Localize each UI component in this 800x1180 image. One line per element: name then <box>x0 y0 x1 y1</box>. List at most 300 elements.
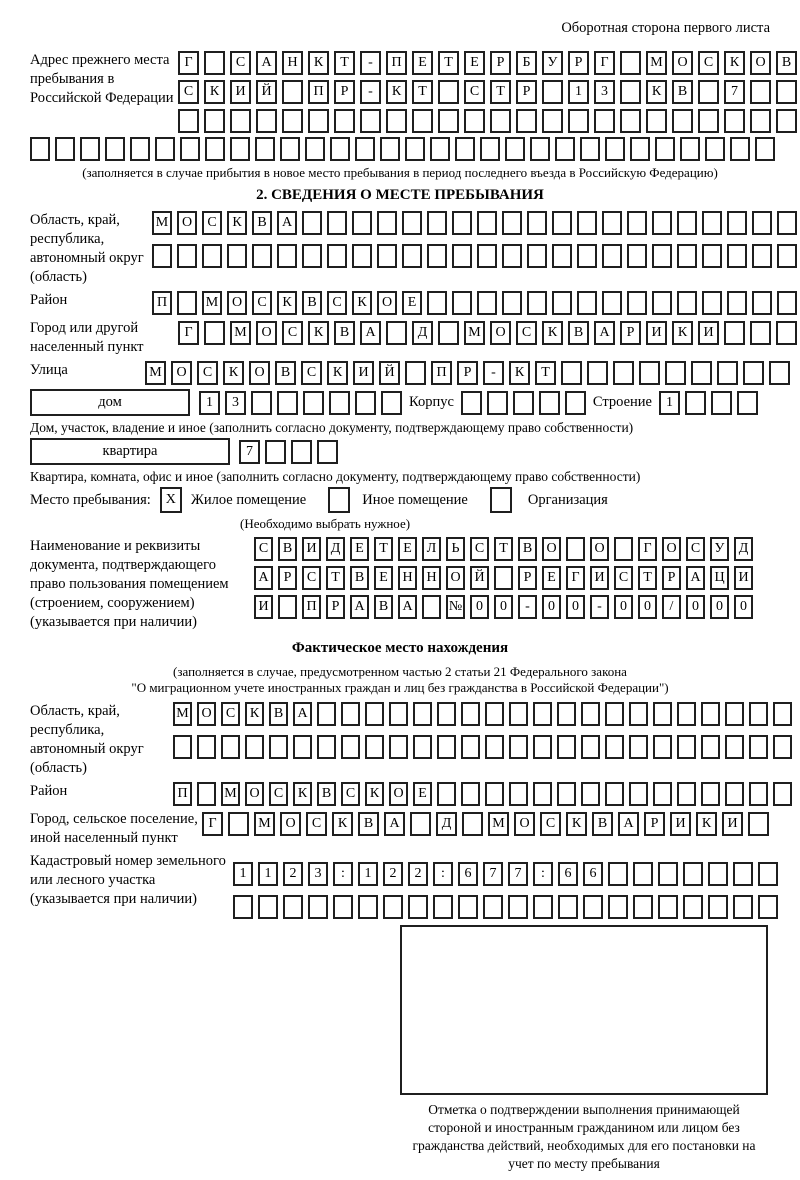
char-cell[interactable] <box>776 321 797 345</box>
char-cell[interactable] <box>55 137 75 161</box>
char-cell[interactable]: 0 <box>686 595 705 619</box>
char-cell[interactable]: Т <box>438 51 459 75</box>
char-cell[interactable]: С <box>252 291 272 315</box>
char-cell[interactable] <box>627 244 647 268</box>
char-cell[interactable] <box>620 51 641 75</box>
char-cell[interactable] <box>277 391 298 415</box>
char-cell[interactable] <box>577 291 597 315</box>
char-cell[interactable]: В <box>334 321 355 345</box>
char-cell[interactable] <box>487 391 508 415</box>
char-cell[interactable]: В <box>269 702 288 726</box>
char-cell[interactable] <box>308 895 328 919</box>
char-cell[interactable]: К <box>696 812 717 836</box>
char-cell[interactable]: С <box>698 51 719 75</box>
char-cell[interactable]: Б <box>516 51 537 75</box>
char-cell[interactable] <box>602 291 622 315</box>
char-cell[interactable]: В <box>374 595 393 619</box>
char-cell[interactable] <box>708 862 728 886</box>
char-cell[interactable] <box>691 361 712 385</box>
char-cell[interactable] <box>461 735 480 759</box>
char-cell[interactable]: С <box>341 782 360 806</box>
char-cell[interactable] <box>752 244 772 268</box>
char-cell[interactable]: Р <box>662 566 681 590</box>
char-cell[interactable] <box>173 735 192 759</box>
char-cell[interactable] <box>558 895 578 919</box>
char-cell[interactable]: Д <box>734 537 753 561</box>
char-cell[interactable]: П <box>308 80 329 104</box>
char-cell[interactable]: С <box>202 211 222 235</box>
char-cell[interactable] <box>278 595 297 619</box>
char-cell[interactable]: А <box>686 566 705 590</box>
char-cell[interactable] <box>381 391 402 415</box>
char-cell[interactable] <box>305 137 325 161</box>
char-cell[interactable] <box>602 244 622 268</box>
char-cell[interactable] <box>508 895 528 919</box>
char-cell[interactable]: О <box>256 321 277 345</box>
char-cell[interactable] <box>438 80 459 104</box>
char-cell[interactable]: С <box>614 566 633 590</box>
char-cell[interactable] <box>629 702 648 726</box>
char-cell[interactable]: К <box>332 812 353 836</box>
char-cell[interactable]: С <box>269 782 288 806</box>
char-cell[interactable] <box>251 391 272 415</box>
char-cell[interactable]: И <box>734 566 753 590</box>
char-cell[interactable] <box>408 895 428 919</box>
char-cell[interactable] <box>677 735 696 759</box>
char-cell[interactable] <box>509 702 528 726</box>
char-cell[interactable]: О <box>750 51 771 75</box>
char-cell[interactable] <box>555 137 575 161</box>
char-cell[interactable]: А <box>293 702 312 726</box>
char-cell[interactable] <box>410 812 431 836</box>
char-cell[interactable]: В <box>518 537 537 561</box>
doc-row-1[interactable] <box>254 537 753 561</box>
char-cell[interactable] <box>303 391 324 415</box>
char-cell[interactable]: К <box>227 211 247 235</box>
char-cell[interactable]: Л <box>422 537 441 561</box>
char-cell[interactable] <box>629 735 648 759</box>
doc-row-3[interactable] <box>254 595 753 619</box>
char-cell[interactable]: О <box>227 291 247 315</box>
char-cell[interactable]: Т <box>494 537 513 561</box>
char-cell[interactable] <box>743 361 764 385</box>
char-cell[interactable] <box>352 211 372 235</box>
char-cell[interactable] <box>230 109 251 133</box>
char-cell[interactable]: Д <box>326 537 345 561</box>
char-cell[interactable]: 0 <box>542 595 561 619</box>
char-cell[interactable]: У <box>542 51 563 75</box>
char-cell[interactable] <box>620 109 641 133</box>
char-cell[interactable]: А <box>350 595 369 619</box>
char-cell[interactable]: Р <box>620 321 641 345</box>
char-cell[interactable] <box>386 321 407 345</box>
char-cell[interactable] <box>402 244 422 268</box>
char-cell[interactable] <box>389 702 408 726</box>
char-cell[interactable] <box>652 291 672 315</box>
char-cell[interactable] <box>533 895 553 919</box>
char-cell[interactable] <box>317 735 336 759</box>
char-cell[interactable]: 0 <box>710 595 729 619</box>
char-cell[interactable]: В <box>275 361 296 385</box>
fact-oblast-row-1[interactable] <box>173 702 792 726</box>
char-cell[interactable] <box>702 291 722 315</box>
char-cell[interactable]: № <box>446 595 465 619</box>
char-cell[interactable] <box>205 137 225 161</box>
char-cell[interactable]: 1 <box>358 862 378 886</box>
char-cell[interactable] <box>516 109 537 133</box>
char-cell[interactable]: С <box>327 291 347 315</box>
char-cell[interactable] <box>477 211 497 235</box>
char-cell[interactable]: Е <box>398 537 417 561</box>
char-cell[interactable] <box>452 244 472 268</box>
char-cell[interactable] <box>256 109 277 133</box>
char-cell[interactable] <box>437 702 456 726</box>
char-cell[interactable] <box>452 211 472 235</box>
char-cell[interactable] <box>701 782 720 806</box>
char-cell[interactable]: И <box>254 595 273 619</box>
char-cell[interactable]: 0 <box>638 595 657 619</box>
char-cell[interactable] <box>602 211 622 235</box>
char-cell[interactable] <box>204 321 225 345</box>
char-cell[interactable]: О <box>490 321 511 345</box>
char-cell[interactable] <box>557 702 576 726</box>
char-cell[interactable] <box>733 895 753 919</box>
char-cell[interactable]: И <box>698 321 719 345</box>
char-cell[interactable]: О <box>177 211 197 235</box>
char-cell[interactable] <box>777 211 797 235</box>
char-cell[interactable] <box>581 735 600 759</box>
char-cell[interactable] <box>233 895 253 919</box>
char-cell[interactable] <box>605 702 624 726</box>
char-cell[interactable] <box>773 735 792 759</box>
char-cell[interactable] <box>776 109 797 133</box>
char-cell[interactable] <box>477 244 497 268</box>
char-cell[interactable] <box>725 735 744 759</box>
char-cell[interactable] <box>750 109 771 133</box>
char-cell[interactable] <box>683 862 703 886</box>
prev-address-row-1[interactable] <box>178 51 797 75</box>
char-cell[interactable] <box>341 702 360 726</box>
char-cell[interactable] <box>509 735 528 759</box>
char-cell[interactable] <box>333 895 353 919</box>
char-cell[interactable] <box>483 895 503 919</box>
char-cell[interactable] <box>283 895 303 919</box>
char-cell[interactable] <box>533 702 552 726</box>
char-cell[interactable]: Г <box>178 51 199 75</box>
char-cell[interactable]: В <box>350 566 369 590</box>
char-cell[interactable]: 7 <box>239 440 260 464</box>
char-cell[interactable]: Е <box>413 782 432 806</box>
char-cell[interactable] <box>30 137 50 161</box>
char-cell[interactable]: Г <box>178 321 199 345</box>
char-cell[interactable] <box>769 361 790 385</box>
char-cell[interactable] <box>461 782 480 806</box>
char-cell[interactable] <box>269 735 288 759</box>
char-cell[interactable]: : <box>333 862 353 886</box>
s2-raion-row[interactable] <box>152 291 797 315</box>
char-cell[interactable]: Е <box>402 291 422 315</box>
char-cell[interactable] <box>629 782 648 806</box>
char-cell[interactable] <box>581 702 600 726</box>
char-cell[interactable] <box>665 361 686 385</box>
char-cell[interactable] <box>255 137 275 161</box>
char-cell[interactable] <box>377 244 397 268</box>
char-cell[interactable]: 0 <box>734 595 753 619</box>
char-cell[interactable] <box>727 291 747 315</box>
char-cell[interactable]: К <box>204 80 225 104</box>
char-cell[interactable] <box>653 702 672 726</box>
char-cell[interactable]: Р <box>518 566 537 590</box>
char-cell[interactable]: К <box>308 321 329 345</box>
char-cell[interactable]: Н <box>422 566 441 590</box>
char-cell[interactable] <box>438 321 459 345</box>
char-cell[interactable]: М <box>221 782 240 806</box>
char-cell[interactable] <box>698 109 719 133</box>
char-cell[interactable]: Р <box>457 361 478 385</box>
s2-oblast-row-1[interactable] <box>152 211 797 235</box>
char-cell[interactable] <box>355 137 375 161</box>
char-cell[interactable]: И <box>646 321 667 345</box>
char-cell[interactable]: 1 <box>199 391 220 415</box>
char-cell[interactable] <box>422 595 441 619</box>
char-cell[interactable] <box>565 391 586 415</box>
char-cell[interactable]: М <box>173 702 192 726</box>
char-cell[interactable] <box>552 291 572 315</box>
char-cell[interactable]: 1 <box>659 391 680 415</box>
char-cell[interactable]: П <box>302 595 321 619</box>
char-cell[interactable] <box>620 80 641 104</box>
char-cell[interactable] <box>652 244 672 268</box>
char-cell[interactable] <box>230 137 250 161</box>
char-cell[interactable] <box>413 735 432 759</box>
char-cell[interactable] <box>177 291 197 315</box>
char-cell[interactable] <box>725 782 744 806</box>
char-cell[interactable] <box>717 361 738 385</box>
char-cell[interactable] <box>724 321 745 345</box>
char-cell[interactable] <box>427 244 447 268</box>
char-cell[interactable] <box>386 109 407 133</box>
char-cell[interactable]: - <box>518 595 537 619</box>
char-cell[interactable] <box>683 895 703 919</box>
char-cell[interactable] <box>427 291 447 315</box>
char-cell[interactable]: Й <box>470 566 489 590</box>
char-cell[interactable]: С <box>178 80 199 104</box>
char-cell[interactable]: С <box>516 321 537 345</box>
char-cell[interactable]: С <box>464 80 485 104</box>
char-cell[interactable] <box>389 735 408 759</box>
char-cell[interactable]: С <box>306 812 327 836</box>
char-cell[interactable] <box>155 137 175 161</box>
char-cell[interactable]: С <box>221 702 240 726</box>
char-cell[interactable] <box>480 137 500 161</box>
char-cell[interactable] <box>502 211 522 235</box>
char-cell[interactable] <box>685 391 706 415</box>
char-cell[interactable]: Е <box>412 51 433 75</box>
char-cell[interactable] <box>730 137 750 161</box>
char-cell[interactable]: С <box>254 537 273 561</box>
char-cell[interactable] <box>677 291 697 315</box>
char-cell[interactable] <box>383 895 403 919</box>
char-cell[interactable] <box>627 211 647 235</box>
char-cell[interactable] <box>204 51 225 75</box>
char-cell[interactable]: К <box>672 321 693 345</box>
char-cell[interactable] <box>130 137 150 161</box>
char-cell[interactable]: - <box>590 595 609 619</box>
char-cell[interactable]: Т <box>326 566 345 590</box>
kvartira-cells[interactable] <box>239 440 338 464</box>
char-cell[interactable] <box>583 895 603 919</box>
char-cell[interactable]: К <box>327 361 348 385</box>
char-cell[interactable] <box>413 702 432 726</box>
char-cell[interactable]: О <box>389 782 408 806</box>
char-cell[interactable]: И <box>302 537 321 561</box>
char-cell[interactable]: О <box>245 782 264 806</box>
char-cell[interactable] <box>178 109 199 133</box>
char-cell[interactable] <box>265 440 286 464</box>
char-cell[interactable]: М <box>464 321 485 345</box>
char-cell[interactable] <box>509 782 528 806</box>
char-cell[interactable] <box>773 782 792 806</box>
char-cell[interactable] <box>308 109 329 133</box>
char-cell[interactable]: О <box>672 51 693 75</box>
char-cell[interactable] <box>461 702 480 726</box>
char-cell[interactable] <box>177 244 197 268</box>
char-cell[interactable] <box>655 137 675 161</box>
char-cell[interactable] <box>302 211 322 235</box>
char-cell[interactable] <box>776 80 797 104</box>
char-cell[interactable]: Н <box>282 51 303 75</box>
char-cell[interactable]: К <box>308 51 329 75</box>
doc-row-2[interactable] <box>254 566 753 590</box>
char-cell[interactable]: 3 <box>225 391 246 415</box>
kadastr-row-2[interactable] <box>233 895 778 919</box>
char-cell[interactable] <box>490 109 511 133</box>
char-cell[interactable]: Р <box>326 595 345 619</box>
char-cell[interactable] <box>327 211 347 235</box>
char-cell[interactable] <box>502 244 522 268</box>
char-cell[interactable]: Д <box>436 812 457 836</box>
char-cell[interactable] <box>594 109 615 133</box>
char-cell[interactable]: Г <box>638 537 657 561</box>
char-cell[interactable]: В <box>672 80 693 104</box>
char-cell[interactable]: А <box>594 321 615 345</box>
char-cell[interactable]: 6 <box>558 862 578 886</box>
char-cell[interactable] <box>580 137 600 161</box>
char-cell[interactable] <box>485 702 504 726</box>
char-cell[interactable]: Е <box>374 566 393 590</box>
char-cell[interactable]: Т <box>374 537 393 561</box>
char-cell[interactable]: А <box>398 595 417 619</box>
char-cell[interactable] <box>360 109 381 133</box>
char-cell[interactable]: 0 <box>494 595 513 619</box>
char-cell[interactable]: О <box>249 361 270 385</box>
char-cell[interactable]: С <box>540 812 561 836</box>
checkbox-organizatsiya[interactable] <box>490 487 512 513</box>
char-cell[interactable] <box>605 137 625 161</box>
char-cell[interactable]: И <box>353 361 374 385</box>
char-cell[interactable] <box>329 391 350 415</box>
char-cell[interactable]: П <box>173 782 192 806</box>
char-cell[interactable] <box>317 702 336 726</box>
char-cell[interactable] <box>358 895 378 919</box>
char-cell[interactable] <box>577 244 597 268</box>
char-cell[interactable]: Т <box>334 51 355 75</box>
char-cell[interactable] <box>605 735 624 759</box>
char-cell[interactable] <box>748 812 769 836</box>
char-cell[interactable] <box>505 137 525 161</box>
char-cell[interactable] <box>653 735 672 759</box>
char-cell[interactable]: В <box>278 537 297 561</box>
char-cell[interactable]: В <box>358 812 379 836</box>
char-cell[interactable] <box>777 291 797 315</box>
char-cell[interactable]: С <box>686 537 705 561</box>
char-cell[interactable]: - <box>360 51 381 75</box>
char-cell[interactable] <box>327 244 347 268</box>
char-cell[interactable] <box>291 440 312 464</box>
char-cell[interactable]: Р <box>516 80 537 104</box>
char-cell[interactable] <box>402 211 422 235</box>
char-cell[interactable] <box>204 109 225 133</box>
char-cell[interactable] <box>653 782 672 806</box>
char-cell[interactable] <box>752 291 772 315</box>
char-cell[interactable] <box>202 244 222 268</box>
char-cell[interactable] <box>461 391 482 415</box>
char-cell[interactable] <box>698 80 719 104</box>
char-cell[interactable] <box>527 244 547 268</box>
prev-address-row-2[interactable] <box>178 80 797 104</box>
char-cell[interactable]: К <box>542 321 563 345</box>
fact-oblast-row-2[interactable] <box>173 735 792 759</box>
char-cell[interactable] <box>749 702 768 726</box>
char-cell[interactable] <box>252 244 272 268</box>
char-cell[interactable] <box>197 782 216 806</box>
char-cell[interactable]: Д <box>412 321 433 345</box>
char-cell[interactable]: : <box>533 862 553 886</box>
char-cell[interactable]: М <box>230 321 251 345</box>
char-cell[interactable]: В <box>568 321 589 345</box>
char-cell[interactable] <box>727 211 747 235</box>
char-cell[interactable]: 0 <box>614 595 633 619</box>
char-cell[interactable]: А <box>384 812 405 836</box>
char-cell[interactable] <box>542 109 563 133</box>
char-cell[interactable] <box>477 291 497 315</box>
char-cell[interactable] <box>317 440 338 464</box>
char-cell[interactable] <box>527 291 547 315</box>
kadastr-row-1[interactable] <box>233 862 778 886</box>
char-cell[interactable]: К <box>509 361 530 385</box>
char-cell[interactable]: 3 <box>308 862 328 886</box>
char-cell[interactable]: Г <box>594 51 615 75</box>
char-cell[interactable] <box>530 137 550 161</box>
char-cell[interactable]: 2 <box>408 862 428 886</box>
char-cell[interactable] <box>677 702 696 726</box>
char-cell[interactable]: Т <box>490 80 511 104</box>
char-cell[interactable] <box>755 137 775 161</box>
char-cell[interactable] <box>614 537 633 561</box>
char-cell[interactable]: А <box>256 51 277 75</box>
prev-address-row-3[interactable] <box>178 109 797 133</box>
char-cell[interactable]: П <box>431 361 452 385</box>
char-cell[interactable] <box>701 735 720 759</box>
char-cell[interactable] <box>533 782 552 806</box>
char-cell[interactable] <box>380 137 400 161</box>
char-cell[interactable] <box>627 291 647 315</box>
fact-raion-row[interactable] <box>173 782 792 806</box>
char-cell[interactable]: - <box>360 80 381 104</box>
char-cell[interactable]: 3 <box>594 80 615 104</box>
char-cell[interactable]: В <box>776 51 797 75</box>
char-cell[interactable] <box>750 80 771 104</box>
